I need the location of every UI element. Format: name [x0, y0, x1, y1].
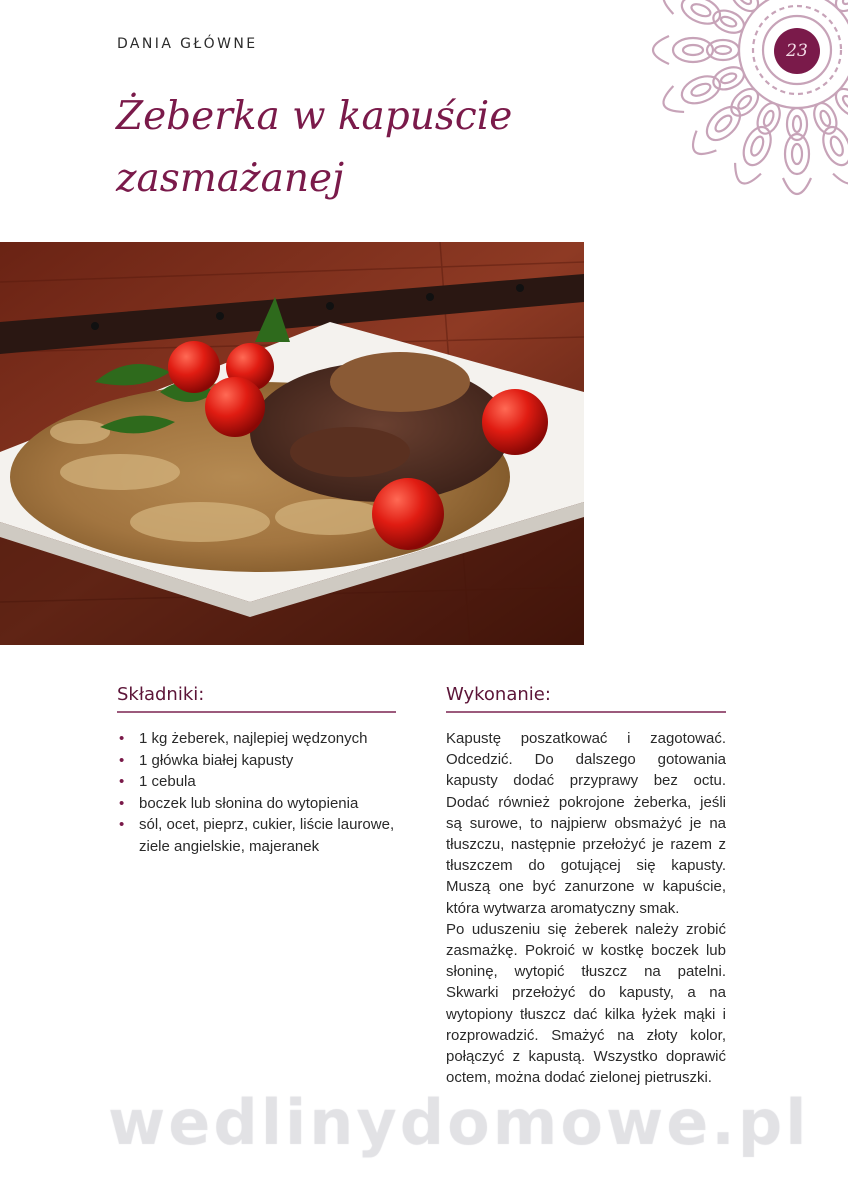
section-label: DANIA GŁÓWNE [117, 36, 258, 52]
method-rule [446, 711, 726, 713]
recipe-title-line-1: Żeberka w kapuście [116, 94, 513, 139]
recipe-title [116, 86, 596, 210]
bullet-icon: • [119, 751, 125, 769]
list-item: • 1 cebula [117, 771, 407, 793]
page-number: 23 [774, 28, 820, 74]
method-paragraph: Kapustę poszatkować i zagotować. Odcedzić. Do dalszego gotowania kapusty dodać przyprawy bez octu. Dodać również pokrojone żeberka, jeśli są surowe, to najpierw obsmażyć je na tłuszczu, następnie przełożyć je razem z tłuszczem do gotującej się kapusty. Muszą one być zanurzone w kapuście, która wytwarza aromatyczny smak. [446, 730, 726, 917]
method-heading: Wykonanie: [446, 684, 551, 705]
watermark: wedlinydomowe.pl [108, 1086, 810, 1159]
mandala-ornament-icon [622, 0, 848, 222]
dish-photo [0, 242, 584, 645]
list-item: • sól, ocet, pieprz, cukier, liście laurowe, ziele angielskie, majeranek [119, 816, 395, 855]
ingredients-heading: Składniki: [117, 684, 205, 705]
list-item: • 1 kg żeberek, najlepiej wędzonych [117, 728, 407, 750]
bullet-icon: • [119, 730, 125, 747]
bullet-icon: • [119, 816, 125, 833]
method-paragraph: Po uduszeniu się żeberek należy zrobić zasmażkę. Pokroić w kostkę boczek lub słoninę, wytopić tłuszcz na patelni. Skwarki przełożyć do kapusty, a na wytopiony tłuszcz dać kilka łyżek mąki i rozprowadzić. Smażyć na złoty kolor, połączyć z kapustą. Wszystko doprawić octem, można dodać zielonej pietruszki. [446, 920, 726, 1087]
ingredients-rule [117, 711, 396, 713]
bullet-icon: • [119, 773, 125, 790]
bullet-icon: • [119, 794, 125, 812]
ingredients-list [117, 728, 407, 857]
list-item: • boczek lub słonina do wytopienia [117, 793, 407, 815]
method-text [446, 728, 726, 1088]
list-item: • 1 główka białej kapusty [117, 750, 407, 772]
recipe-title-line-2: zasmażanej [116, 156, 345, 201]
